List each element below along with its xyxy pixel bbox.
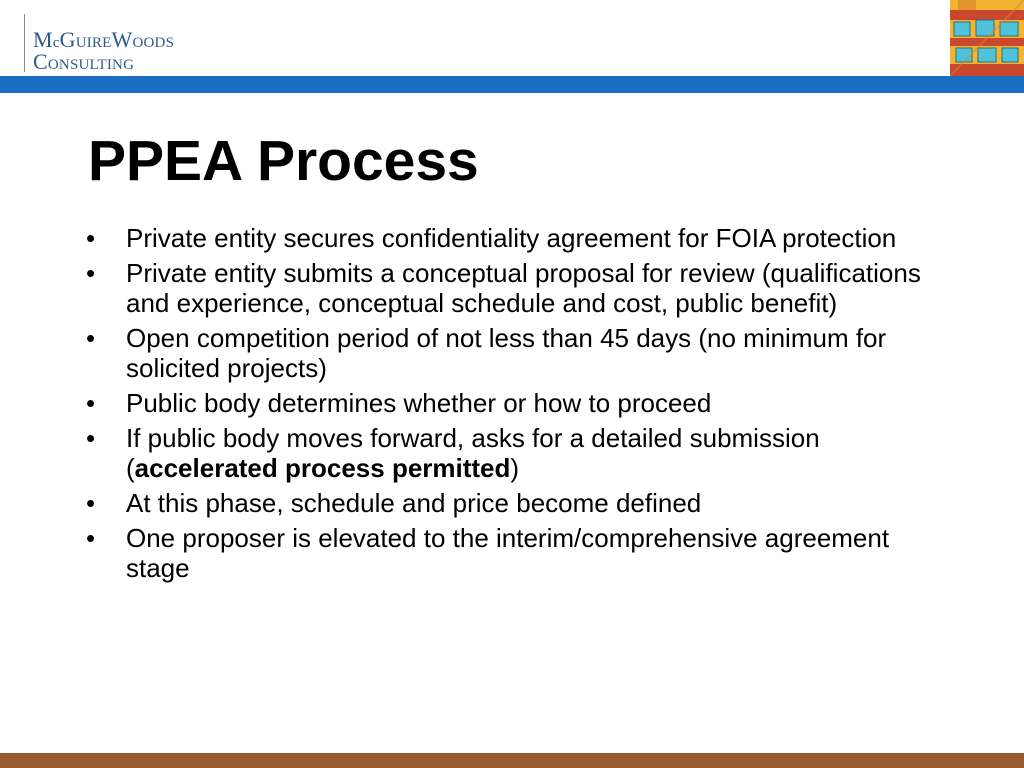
bullet-text-after: ) — [510, 453, 520, 483]
bullet-icon: • — [86, 388, 96, 418]
bullet-text: At this phase, schedule and price become defined — [126, 488, 702, 518]
logo-letter: OODS — [132, 35, 175, 51]
list-item — [80, 258, 940, 318]
bullet-icon: • — [86, 423, 96, 453]
bullet-list — [80, 223, 940, 588]
bullet-text-bold: accelerated process permitted — [134, 453, 511, 483]
bullet-text: Private entity submits a conceptual proposal for review (qualifications and experience, conceptual schedule and cost, public benefit) — [126, 258, 921, 318]
building-illustration-icon — [950, 0, 1024, 76]
bullet-text: Public body determines whether or how to proceed — [126, 388, 712, 418]
bullet-icon: • — [86, 523, 96, 553]
footer-bar — [0, 753, 1024, 768]
bullet-text: Private entity secures confidentiality agreement for FOIA protection — [126, 223, 897, 253]
list-item — [80, 423, 940, 483]
bullet-text: One proposer is elevated to the interim/comprehensive agreement stage — [126, 523, 890, 583]
bullet-icon: • — [86, 258, 96, 288]
bullet-icon: • — [86, 323, 96, 353]
logo-letter: W — [111, 27, 133, 52]
header-bar — [0, 76, 1024, 93]
list-item — [80, 223, 940, 253]
slide-title: PPEA Process — [88, 129, 479, 193]
list-item — [80, 523, 940, 583]
building-illustration-svg — [950, 0, 1024, 76]
list-item — [80, 488, 940, 518]
logo-letter: ONSULTING — [47, 57, 135, 73]
logo-line-2 — [33, 49, 134, 75]
company-logo — [24, 14, 195, 72]
bullet-text: Open competition period of not less than 45 days (no minimum for solicited projects) — [126, 323, 887, 383]
bullet-icon: • — [86, 223, 96, 253]
logo-letter: c — [52, 35, 60, 51]
bullet-icon: • — [86, 488, 96, 518]
logo-letter: M — [33, 27, 53, 52]
logo-letter: G — [59, 27, 76, 52]
list-item — [80, 388, 940, 418]
logo-letter: C — [33, 49, 48, 74]
bullet-text-before: If public body moves forward, asks for a detailed submission ( — [126, 423, 820, 483]
logo-letter: UIRE — [75, 35, 112, 51]
list-item — [80, 323, 940, 383]
